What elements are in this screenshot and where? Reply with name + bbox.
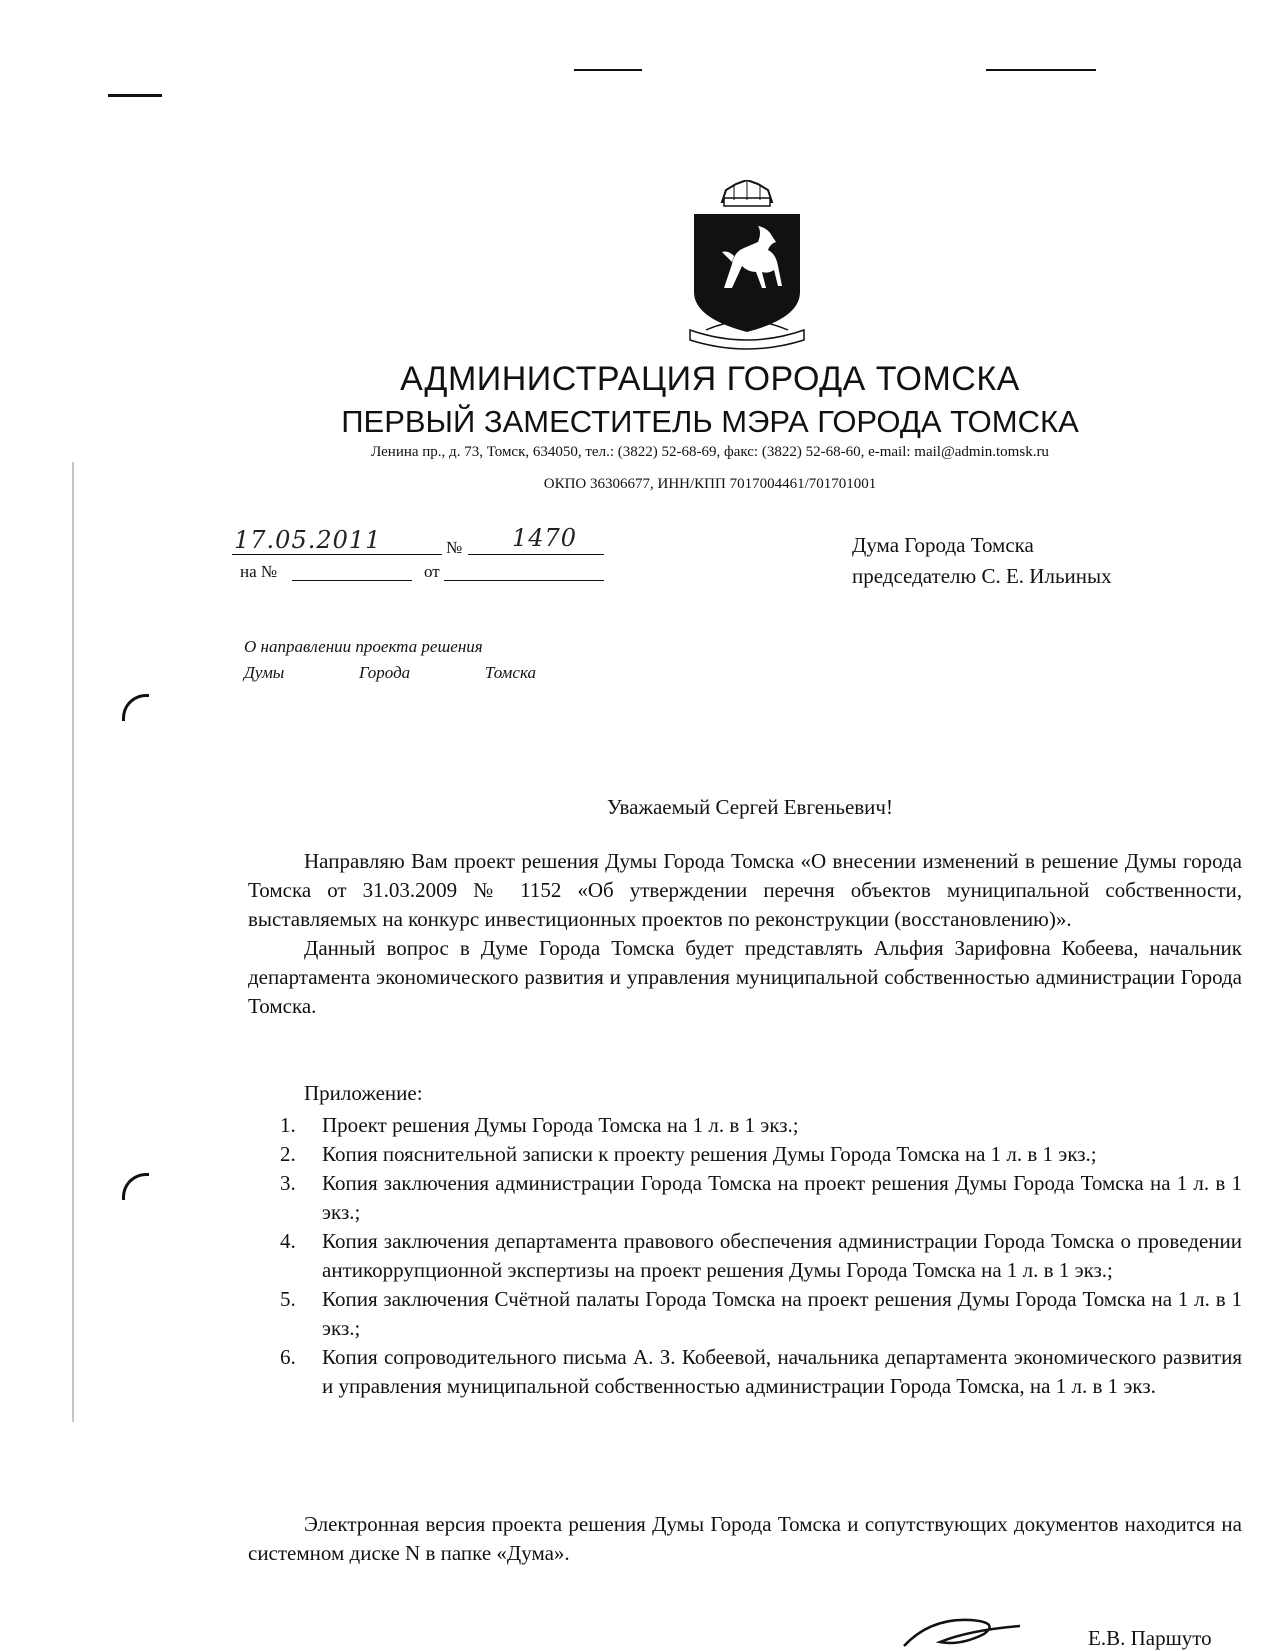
letter-body: [248, 847, 1242, 1021]
registration-codes: ОКПО 36306677, ИНН/КПП 7017004461/701701001: [543, 476, 877, 492]
greeting: Уважаемый Сергей Евгеньевич!: [607, 795, 893, 819]
addressee-person: председателю С. Е. Ильиных: [852, 564, 1112, 588]
list-item-number: 2.: [280, 1142, 296, 1166]
attachments-list: [280, 1111, 1242, 1401]
list-item-text: Копия заключения администрации Города Томска на проект решения Думы Города Томска на 1 л. в 1 экз.;: [322, 1171, 1242, 1224]
handwritten-signature: [900, 1612, 1050, 1650]
number-label: №: [446, 538, 463, 557]
list-item-text: Проект решения Думы Города Томска на 1 л. в 1 экз.;: [322, 1113, 799, 1137]
signer-name: Е.В. Паршуто: [1088, 1626, 1212, 1650]
body-paragraph: Направляю Вам проект решения Думы Города Томска «О внесении изменений в решение Думы города Томска от 31.03.2009 № 1152 «Об утверждении перечня объектов муниципальной собственности, выставляемых на конкурс инвестиционных проектов по реконструкции (восстановлению)».: [248, 849, 1242, 931]
list-item: [280, 1227, 1242, 1285]
subject-line-2: [244, 660, 536, 686]
list-item-text: Копия заключения Счётной палаты Города Томска на проект решения Думы Города Томска на 1 л. в 1 экз.;: [322, 1287, 1242, 1340]
handwritten-number: 1470: [512, 524, 578, 552]
list-item-text: Копия заключения департамента правового обеспечения администрации Города Томска о проведении антикоррупционной экспертизы на проект решения Думы Города Томска на 1 л. в 1 экз.;: [322, 1229, 1242, 1282]
contact-address: Ленина пр., д. 73, Томск, 634050, тел.: (3822) 52-68-69, факс: (3822) 52-68-60, e-mail: mail@admin.tomsk.ru: [371, 444, 1049, 460]
list-item-text: Копия пояснительной записки к проекту решения Думы Города Томска на 1 л. в 1 экз.;: [322, 1142, 1097, 1166]
scan-mark-left: [108, 94, 162, 97]
list-item-number: 3.: [280, 1171, 296, 1195]
body-paragraph: Данный вопрос в Думе Города Томска будет представлять Альфия Зарифовна Кобеева, начальник департамента экономического развития и управления муниципальной собственностью администрации Города Томска.: [248, 936, 1242, 1018]
scan-mark-center: [574, 69, 642, 71]
addressee-org: Дума Города Томска: [852, 533, 1034, 557]
tomsk-coat-of-arms-emblem: [688, 180, 806, 352]
subject-line-1: О направлении проекта решения: [244, 637, 483, 656]
subject-word: Думы: [244, 663, 285, 682]
reference-label: на №: [240, 562, 278, 581]
footer-paragraph: Электронная версия проекта решения Думы Города Томска и сопутствующих документов находится на системном диске N в папке «Дума».: [248, 1512, 1242, 1565]
punch-mark-top: [122, 694, 149, 721]
electronic-version-note: [248, 1510, 1242, 1568]
list-item: [280, 1111, 1242, 1140]
list-item: [280, 1169, 1242, 1227]
list-item-number: 4.: [280, 1229, 296, 1253]
list-item-text: Копия сопроводительного письма А. З. Кобеевой, начальника департамента экономического развития и управления муниципальной собственностью администрации Города Томска, на 1 л. в 1 экз.: [322, 1345, 1242, 1398]
reference-line: [292, 558, 412, 581]
subject-word: Томска: [484, 663, 536, 682]
list-item-number: 1.: [280, 1113, 296, 1137]
list-item: [280, 1285, 1242, 1343]
page-edge-rule: [72, 462, 74, 1422]
from-label: от: [424, 562, 440, 581]
list-item: [280, 1343, 1242, 1401]
list-item: [280, 1140, 1242, 1169]
punch-mark-bottom: [122, 1173, 149, 1200]
scan-mark-right: [986, 69, 1096, 71]
organization-title: АДМИНИСТРАЦИЯ ГОРОДА ТОМСКА: [400, 360, 1020, 398]
from-line: [444, 558, 604, 581]
list-item-number: 5.: [280, 1287, 296, 1311]
addressee-block: [852, 530, 1112, 592]
subject-block: [244, 634, 536, 686]
list-item-number: 6.: [280, 1345, 296, 1369]
position-title: ПЕРВЫЙ ЗАМЕСТИТЕЛЬ МЭРА ГОРОДА ТОМСКА: [341, 404, 1079, 439]
attachments-label: Приложение:: [304, 1081, 423, 1105]
subject-word: Города: [359, 663, 411, 682]
handwritten-date: 17.05.2011: [234, 526, 382, 554]
